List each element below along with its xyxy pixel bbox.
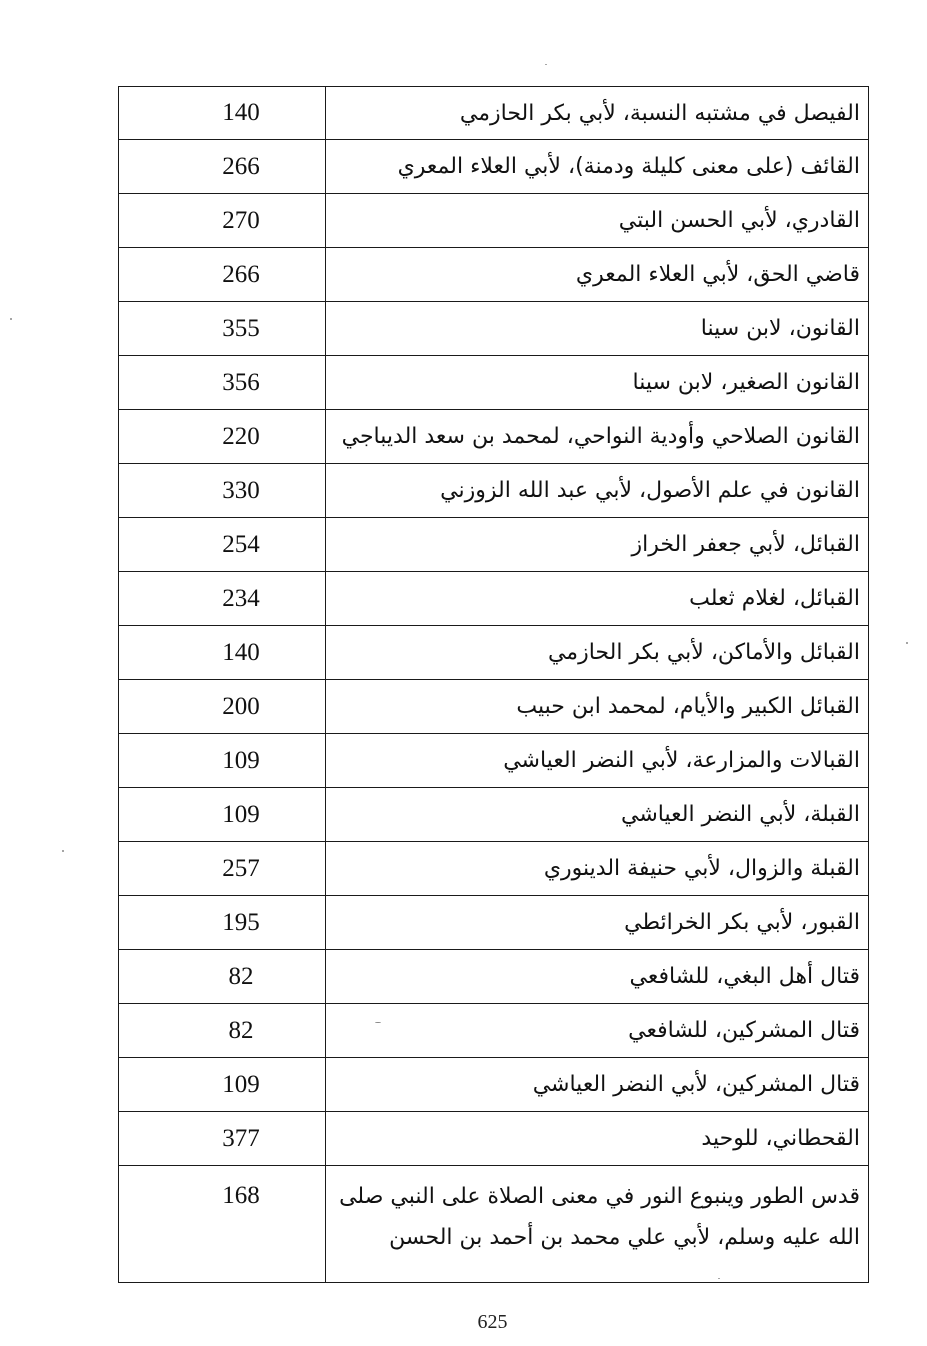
page-number: 625 <box>477 1311 508 1333</box>
scan-speck <box>375 1022 381 1023</box>
table-row <box>119 518 869 572</box>
book-title-entry: القحطاني، للوحيد <box>326 1112 869 1166</box>
table-row <box>119 896 869 950</box>
page-reference: 168 <box>119 1166 326 1283</box>
page-reference: 377 <box>119 1112 326 1166</box>
table-row <box>119 248 869 302</box>
scan-speck <box>718 1278 720 1279</box>
table-row <box>119 788 869 842</box>
page-reference: 109 <box>119 1058 326 1112</box>
book-title-entry: القبلة والزوال، لأبي حنيفة الدينوري <box>326 842 869 896</box>
book-title-entry: القانون الصغير، لابن سينا <box>326 356 869 410</box>
table-row <box>119 1166 869 1283</box>
book-title-entry: قتال أهل البغي، للشافعي <box>326 950 869 1004</box>
book-title-entry: الفيصل في مشتبه النسبة، لأبي بكر الحازمي <box>326 87 869 140</box>
page-reference: 200 <box>119 680 326 734</box>
table-row <box>119 1112 869 1166</box>
table-row <box>119 842 869 896</box>
table-row <box>119 194 869 248</box>
page-reference: 266 <box>119 140 326 194</box>
scan-speck <box>10 318 12 320</box>
page-reference: 82 <box>119 950 326 1004</box>
book-title-entry: القبائل، لأبي جعفر الخراز <box>326 518 869 572</box>
page-reference: 82 <box>119 1004 326 1058</box>
index-table-body <box>119 87 869 1283</box>
table-row <box>119 140 869 194</box>
table-row <box>119 302 869 356</box>
page-reference: 270 <box>119 194 326 248</box>
book-title-entry: قتال المشركين، للشافعي <box>326 1004 869 1058</box>
scan-speck <box>906 642 908 644</box>
book-title-entry: القبالات والمزارعة، لأبي النضر العياشي <box>326 734 869 788</box>
table-row <box>119 680 869 734</box>
table-row <box>119 356 869 410</box>
book-title-entry: القبائل الكبير والأيام، لمحمد ابن حبيب <box>326 680 869 734</box>
table-row <box>119 410 869 464</box>
page-reference: 195 <box>119 896 326 950</box>
book-title-entry: قتال المشركين، لأبي النضر العياشي <box>326 1058 869 1112</box>
page-reference: 330 <box>119 464 326 518</box>
book-title-entry: القانون، لابن سينا <box>326 302 869 356</box>
book-title-entry: القائف (على معنى كليلة ودمنة)، لأبي العلاء المعري <box>326 140 869 194</box>
scan-speck <box>62 850 64 852</box>
book-title-entry: القبائل والأماكن، لأبي بكر الحازمي <box>326 626 869 680</box>
book-title-entry: القبلة، لأبي النضر العياشي <box>326 788 869 842</box>
page-reference: 257 <box>119 842 326 896</box>
scan-speck <box>545 64 547 65</box>
table-row <box>119 1058 869 1112</box>
page-reference: 140 <box>119 87 326 140</box>
book-title-entry: قدس الطور وينبوع النور في معنى الصلاة على النبي صلى الله عليه وسلم، لأبي علي محمد بن أحمد بن الحسن <box>326 1166 869 1283</box>
page-reference: 140 <box>119 626 326 680</box>
book-title-entry: القانون في علم الأصول، لأبي عبد الله الزوزني <box>326 464 869 518</box>
table-row <box>119 1004 869 1058</box>
book-title-entry: القادري، لأبي الحسن البتي <box>326 194 869 248</box>
page-reference: 355 <box>119 302 326 356</box>
book-title-entry: قاضي الحق، لأبي العلاء المعري <box>326 248 869 302</box>
table-row <box>119 626 869 680</box>
book-title-entry: القانون الصلاحي وأودية النواحي، لمحمد بن سعد الديباجي <box>326 410 869 464</box>
page-reference: 356 <box>119 356 326 410</box>
book-title-entry: القبائل، لغلام ثعلب <box>326 572 869 626</box>
page-reference: 109 <box>119 734 326 788</box>
page-reference: 254 <box>119 518 326 572</box>
table-row <box>119 572 869 626</box>
table-row <box>119 87 869 140</box>
page-reference: 234 <box>119 572 326 626</box>
page-reference: 266 <box>119 248 326 302</box>
table-row <box>119 464 869 518</box>
book-title-entry: القبور، لأبي بكر الخرائطي <box>326 896 869 950</box>
table-row <box>119 734 869 788</box>
page-reference: 109 <box>119 788 326 842</box>
page-reference: 220 <box>119 410 326 464</box>
index-table <box>118 86 869 1283</box>
table-row <box>119 950 869 1004</box>
